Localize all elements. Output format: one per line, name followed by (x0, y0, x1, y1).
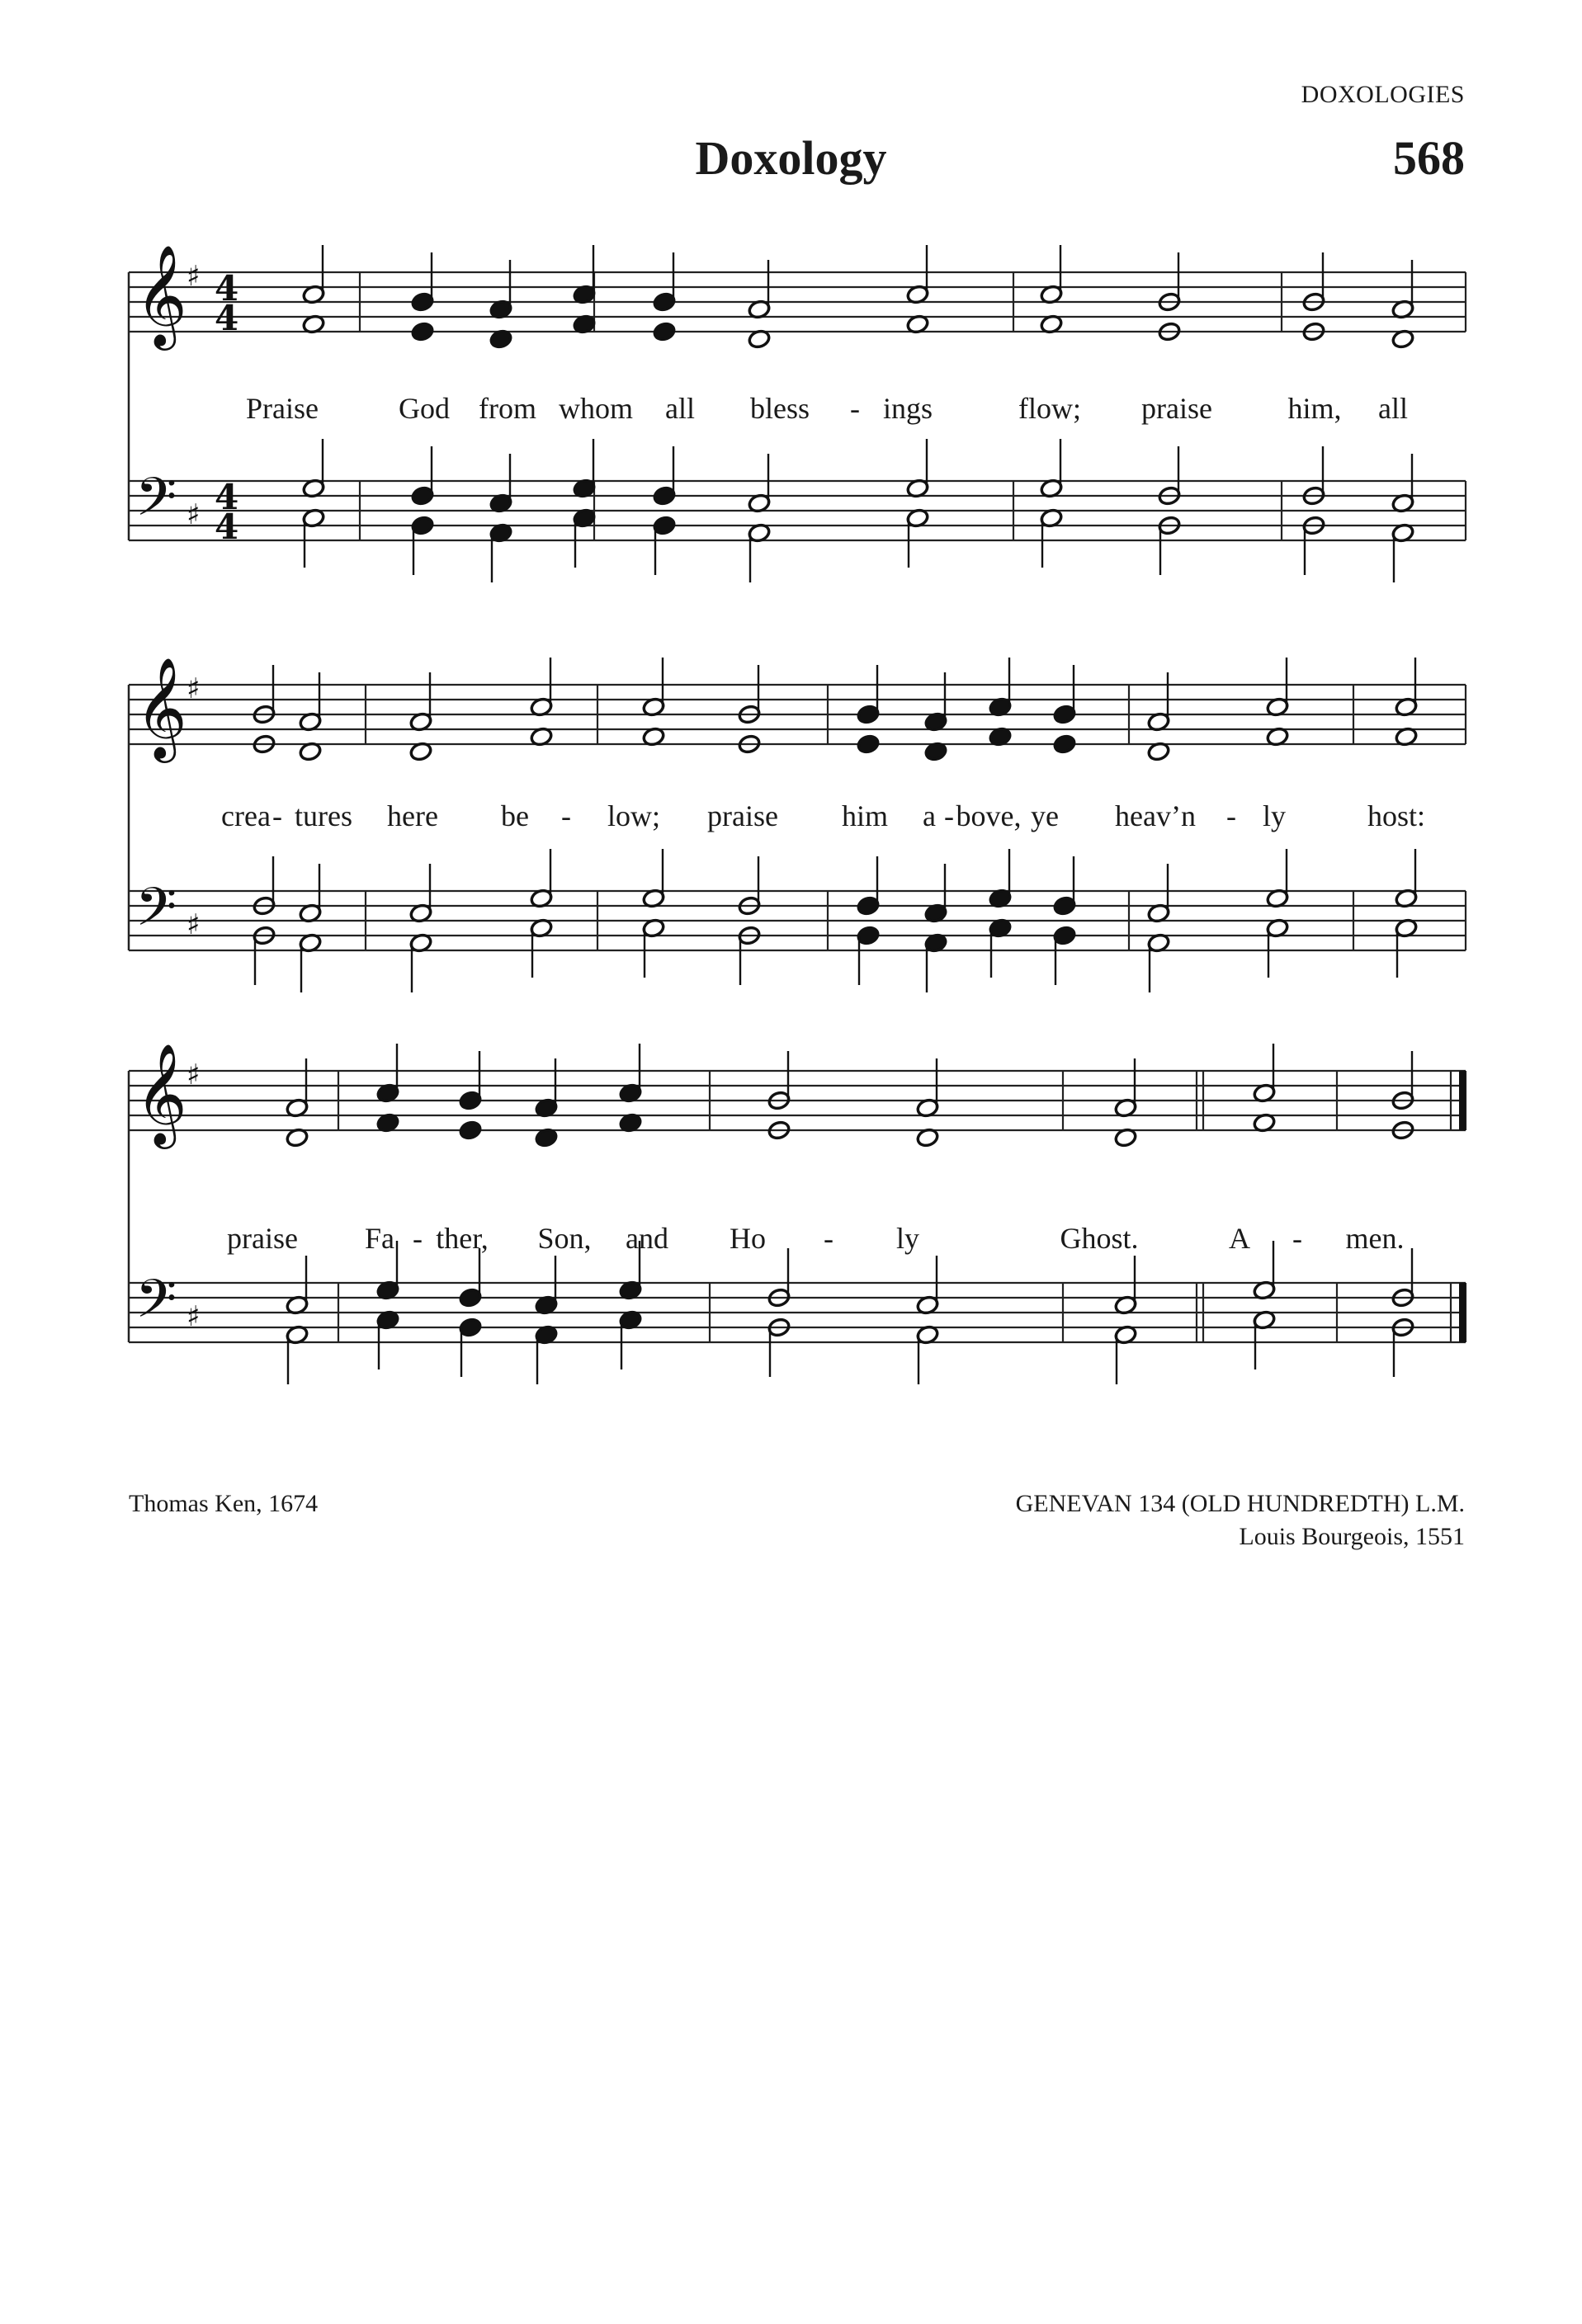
lyric-syllable: all (1378, 392, 1408, 425)
sharp-icon: ♯ (187, 1058, 201, 1091)
lyric-syllable: God (399, 392, 450, 425)
lyric-syllable: and (626, 1222, 668, 1255)
lyric-syllable: a (923, 799, 936, 832)
bass-clef-icon: 𝄢 (135, 877, 177, 951)
lyric-syllable: low; (607, 799, 661, 832)
sharp-icon: ♯ (187, 260, 201, 293)
bass-clef-icon: 𝄢 (135, 467, 177, 541)
lyric-syllable: ly (895, 1222, 920, 1255)
hymn-title: Doxology (695, 131, 887, 185)
section-heading: DOXOLOGIES (1301, 81, 1465, 108)
lyric-syllable: crea (221, 799, 271, 832)
lyric-syllable: Ho (730, 1222, 766, 1255)
lyric-syllable: - (850, 392, 860, 425)
lyric-syllable: heav’n (1115, 799, 1196, 832)
lyric-syllable: - (561, 799, 571, 832)
lyric-syllable: - (1226, 799, 1236, 832)
words-credit: Thomas Ken, 1674 (129, 1490, 319, 1517)
note-head (411, 321, 435, 342)
lyric-syllable: praise (707, 799, 778, 832)
lyric-syllable: Ghost. (1060, 1222, 1139, 1255)
lyric-syllable: - (1292, 1222, 1302, 1255)
treble-clef-icon: 𝄞 (135, 657, 187, 758)
lyric-syllable: Son, (537, 1222, 592, 1255)
lyric-syllable: flow; (1018, 392, 1081, 425)
tune-credit: GENEVAN 134 (OLD HUNDREDTH) L.M. (1015, 1490, 1465, 1517)
lyric-syllable: - (824, 1222, 834, 1255)
sharp-icon: ♯ (187, 498, 201, 531)
final-barline (1459, 1071, 1466, 1130)
time-signature-digit: 4 (215, 298, 239, 338)
note-head (459, 1120, 483, 1140)
lyric-syllable: praise (227, 1222, 298, 1255)
lyric-syllable: Fa (365, 1222, 394, 1255)
note-head (1053, 733, 1077, 754)
time-signature-digit: 4 (215, 268, 239, 309)
lyric-syllable: ly (1262, 799, 1287, 832)
lyric-syllable: whom (559, 392, 633, 425)
lyric-syllable: - (944, 799, 954, 832)
lyric-syllable: - (272, 799, 282, 832)
hymn-number: 568 (1393, 131, 1465, 185)
time-signature-digit: 4 (215, 477, 239, 517)
lyric-syllable: tures (295, 799, 352, 832)
bass-clef-icon: 𝄢 (135, 1269, 177, 1343)
treble-clef-icon: 𝄞 (135, 1043, 187, 1144)
lyric-syllable: bless (750, 392, 810, 425)
lyric-syllable: all (665, 392, 695, 425)
lyric-syllable: be (501, 799, 529, 832)
sharp-icon: ♯ (187, 908, 201, 941)
final-barline (1459, 1283, 1466, 1342)
note-head (857, 733, 881, 754)
lyric-syllable: bove, (956, 799, 1022, 832)
composer-credit: Louis Bourgeois, 1551 (1239, 1523, 1465, 1550)
time-signature-digit: 4 (215, 507, 239, 547)
sharp-icon: ♯ (187, 672, 201, 705)
lyric-syllable: him (841, 799, 889, 832)
lyric-syllable: ther, (436, 1222, 489, 1255)
lyric-syllable: A (1229, 1222, 1250, 1255)
note-head (653, 321, 677, 342)
lyric-syllable: him, (1287, 392, 1342, 425)
lyric-syllable: Praise (246, 392, 319, 425)
lyric-syllable: men. (1345, 1222, 1405, 1255)
lyric-syllable: from (479, 392, 536, 425)
lyric-syllable: - (413, 1222, 423, 1255)
lyric-syllable: ings (882, 392, 933, 425)
sharp-icon: ♯ (187, 1300, 201, 1333)
lyric-syllable: host: (1367, 799, 1426, 832)
lyric-syllable: praise (1141, 392, 1212, 425)
lyric-syllable: here (387, 799, 438, 832)
treble-clef-icon: 𝄞 (135, 244, 187, 346)
lyric-syllable: ye (1031, 799, 1059, 832)
